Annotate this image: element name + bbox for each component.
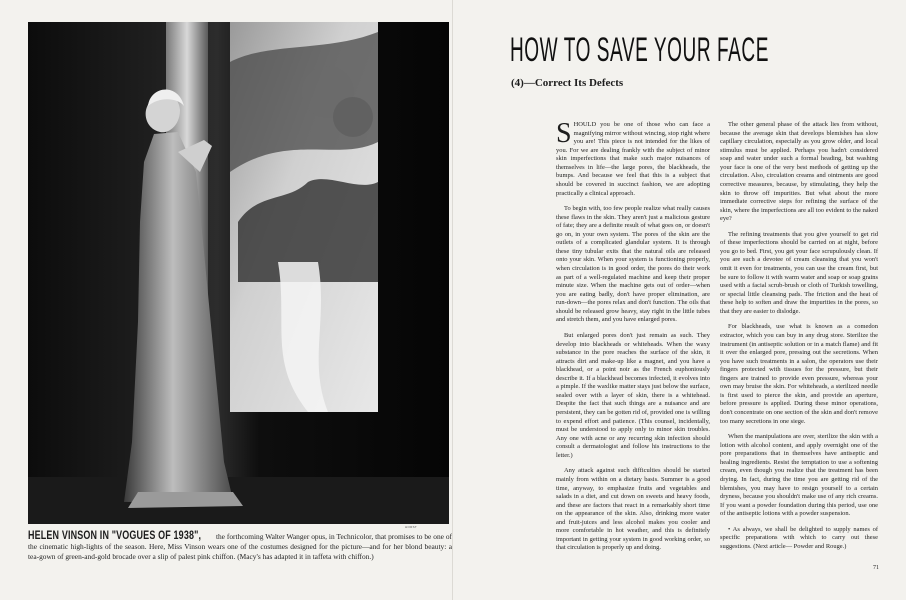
article-subtitle: (4)—Correct Its Defects <box>511 77 624 89</box>
photo-caption <box>28 531 452 563</box>
page-gutter <box>452 0 453 600</box>
fashion-photograph <box>28 22 449 524</box>
paragraph: • As always, we shall be delighted to supply names of specific preparations with which to carry out these suggestions. (Next article— Powder and Rouge.) <box>720 525 878 550</box>
article-title: HOW TO SAVE YOUR FACE <box>510 31 769 69</box>
article-column-1 <box>556 118 710 560</box>
paragraph: SHOULD you be one of those who can face a magnifying mirror without wincing, stop right where you are! This piece is not intended for the likes of you. For we are dealing frankly with the subject of minor skin imperfections that make such major nuisances of themselves in life—the large pores, the blackheads, the bumps. And because we feel that this is a subject that should be covered in succinct fashion, we are adopting practically a clinical approach. <box>556 118 710 197</box>
caption-title: HELEN VINSON IN "VOGUES OF 1938", <box>28 530 202 542</box>
page-number: 71 <box>873 565 879 571</box>
article-column-2 <box>720 121 878 558</box>
paragraph: To begin with, too few people realize what really causes these flaws in the skin. They aren't just a malicious gesture of fate; they are a definite result of what goes on, or doesn't go on, in your own system. The pores of the skin are the outlets of a complicated glandular system. It is through these tiny tubular exits that the natural oils are released onto your skin. When your system is functioning properly, when circulation is in good order, the pores do their work as part of a well-regulated machine and keep their proper minute size. When the machine gets out of order—when you are eating badly, don't have proper elimination, are run-down—the pores relax and don't function. The oils that should be released grow heavy, stay right in the little tubes and stretch them, and you have enlarged pores. <box>556 205 710 324</box>
woman-figure <box>124 89 243 508</box>
paragraph: But enlarged pores don't just remain as such. They develop into blackheads or whiteheads. When the waxy substance in the pore reaches the surface of the skin, it attracts dirt and make-up like a magnet, and you have a blackhead, or a point noir as the French euphoniously describe it. If a blackhead becomes infected, it evolves into a pimple. If the waxlike matter stays just below the surface, sealed over with a layer of skin, there is a whitehead. Despite the fact that such things are a nuisance and are persistent, they can be gotten rid of, provided one is willing to expend effort and patience. (This counsel, incidentally, must be understood to apply only to minor skin troubles. Any one with acne or any recurring skin infection should consult a dermatologist and follow his instructions to the letter.) <box>556 331 710 459</box>
paragraph: The refining treatments that you give yourself to get rid of these imperfections should be carried on at night, before you go to bed. First, you get your face scrupulously clean. If you are such a devotee of cream cleansing that you won't omit it even for treatments, you can use the cream first, but be sure to follow it with warm water and soap or soap grains used with a facial scrub-brush or cloth of Turkish towelling, or special little cleansing pads. The friction and the heat of these help to soften and draw the impurities in the pores, so that they are easier to dislodge. <box>720 230 878 315</box>
paragraph: Any attack against such difficulties should be started mainly from within on a dietary basis. Summer is a good time, anyway, to emphasize fruits and vegetables and salads in a diet, and cut down on sweets and heavy foods, and these are factors that react in a remarkably short time on the appearance of the skin. Also, drinking more water and fruit-juices and less alcohol makes you cooler and more comfortable in hot weather, and this is definitely important in getting your system in good working order, so that circulation is properly up and doing. <box>556 467 710 552</box>
drop-cap: S <box>556 118 572 149</box>
caption-text: the forthcoming Walter Wanger opus, in Technicolor, that promises to be one of the cinematic high-lights of the season. Here, Miss Vinson wears one of the costumes designed for the picture—and for her blond beauty: a tea-gown of green-and-gold brocade over a slip of palest pink chiffon. (Macy's has adapted it in taffeta with chiffon.) <box>28 532 452 562</box>
photo-illustration <box>28 22 449 524</box>
photo-credit: HORST <box>405 525 417 529</box>
paragraph: For blackheads, use what is known as a comedon extractor, which you can buy in any drug store. Sterilize the instrument (in antiseptic solution or in a match flame) and fit it over the enlarged pore, pressing out the secretions. When you have such treatments in a salon, the operators use their fingers protected with tissues for the pressure, but their fingers are trained to provide even pressure, whereas your own may bruise the skin. For whiteheads, a sterilized needle is first used to pierce the skin, and provide an aperture, before pressure is applied. During these minor operations, don't concentrate on one section of the skin and don't remove too many secretions in one siege. <box>720 323 878 425</box>
paragraph: The other general phase of the attack lies from without, because the average skin that develops blemishes has slow capillary circulation, especially as you grow older, and local stimulus must be applied. Perhaps you hadn't considered soap and water under such a formal heading, but washing your face is one of the very best methods of getting up the circulation. Also, circulation creams and ointments are good corrective measures, because, by stimulating, they help the skin to throw off impurities. But what about the more immediate corrective steps for refining the surface of the skin, where the imperfections are all too evident to the naked eye? <box>720 121 878 223</box>
paragraph: When the manipulations are over, sterilize the skin with a lotion with alcohol content, and apply overnight one of the pore preparations that in themselves have antiseptic and healing ingredients. Resist the temptation to use a softening cream, even though you realize that the treatment has been drying. In fact, during the time you are getting rid of the blemishes, you may have to resign yourself to a certain dryness, because you shouldn't make use of any rich creams. If you want a powder foundation during this period, use one of the antiseptic lotions with a powder suspension. <box>720 433 878 518</box>
